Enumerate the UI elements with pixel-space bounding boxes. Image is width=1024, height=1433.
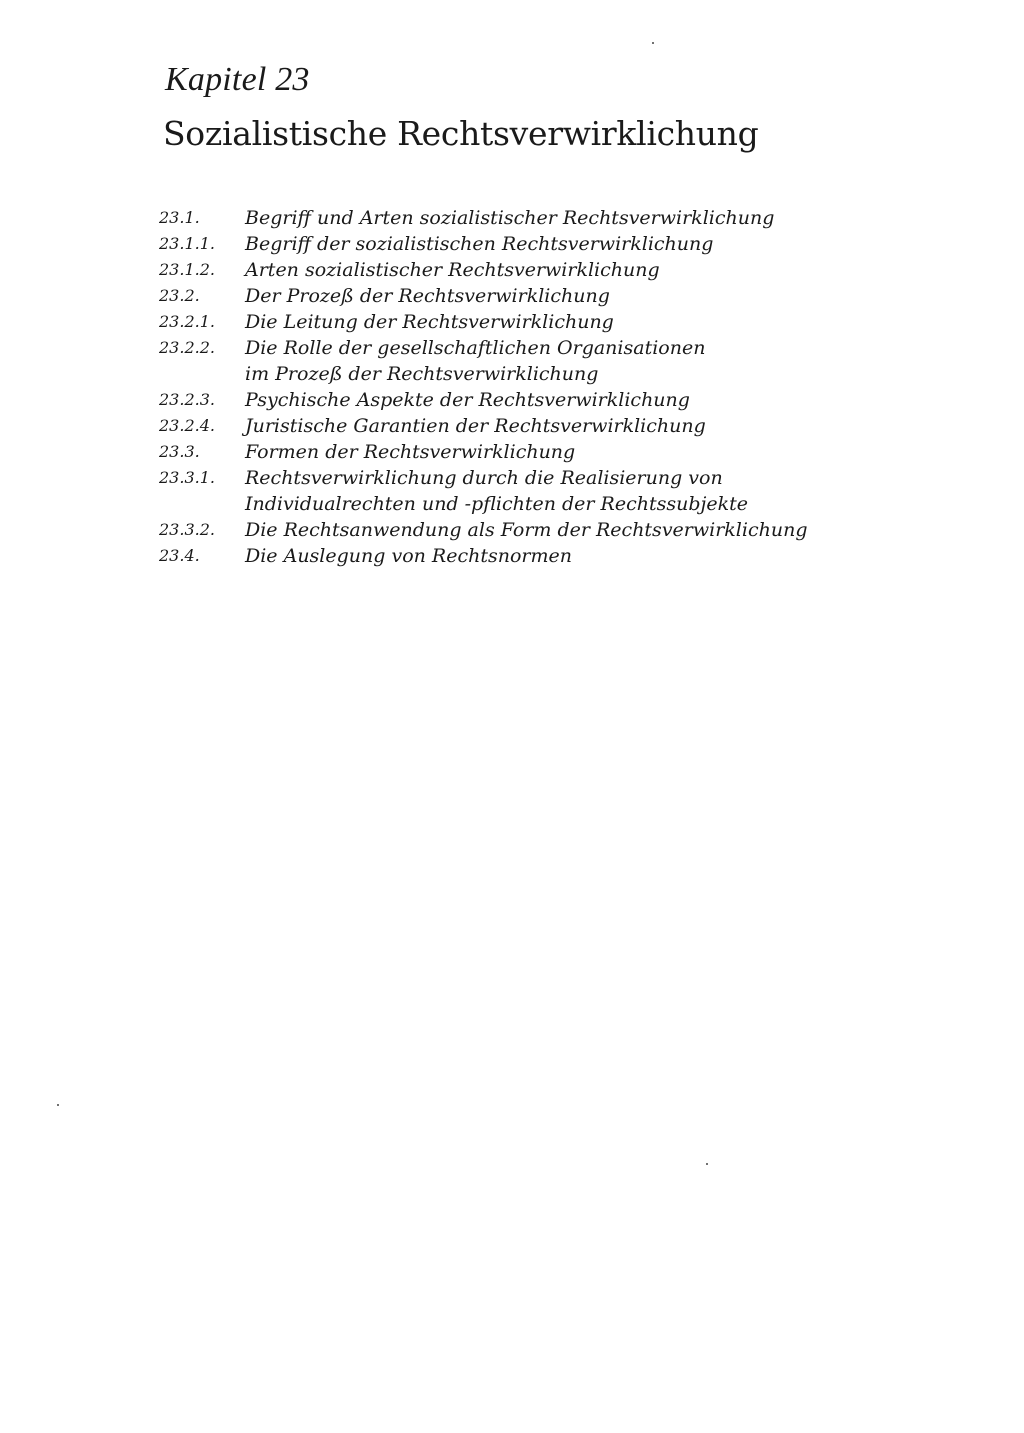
- toc-item: [159, 387, 859, 413]
- table-of-contents: [159, 205, 859, 569]
- scan-speck: [706, 1163, 708, 1165]
- toc-number: 23.2.4.: [159, 416, 215, 435]
- toc-item: [159, 283, 859, 309]
- toc-item: [159, 231, 859, 257]
- toc-number: 23.2.1.: [159, 312, 215, 331]
- toc-number: 23.2.3.: [159, 390, 215, 409]
- scan-speck: [57, 1104, 59, 1106]
- toc-item: [159, 257, 859, 283]
- toc-number: 23.3.2.: [159, 520, 215, 539]
- toc-number: 23.3.1.: [159, 468, 215, 487]
- toc-text: Arten sozialistischer Rechtsverwirklichung: [245, 259, 660, 281]
- toc-text: Die Rechtsanwendung als Form der Rechtsverwirklichung: [245, 519, 808, 541]
- toc-text: Die Leitung der Rechtsverwirklichung: [245, 311, 614, 333]
- toc-text: Psychische Aspekte der Rechtsverwirklichung: [245, 389, 690, 411]
- chapter-label: Kapitel 23: [165, 61, 310, 98]
- toc-number: 23.4.: [159, 546, 200, 565]
- toc-number: 23.1.1.: [159, 234, 215, 253]
- chapter-title: Sozialistische Rechtsverwirklichung: [163, 114, 759, 153]
- toc-item: [159, 517, 859, 543]
- toc-item: [159, 205, 859, 231]
- toc-number: 23.3.: [159, 442, 200, 461]
- toc-item: [159, 335, 859, 387]
- toc-item: [159, 413, 859, 439]
- toc-item: [159, 465, 859, 517]
- toc-number: 23.2.2.: [159, 338, 215, 357]
- toc-text: Begriff der sozialistischen Rechtsverwirklichung: [245, 233, 714, 255]
- toc-item: [159, 543, 859, 569]
- toc-number: 23.1.: [159, 208, 200, 227]
- toc-text: Rechtsverwirklichung durch die Realisierung von Individualrechten und -pflichten der Rechtssubjekte: [245, 467, 749, 515]
- toc-number: 23.2.: [159, 286, 200, 305]
- toc-number: 23.1.2.: [159, 260, 215, 279]
- scan-speck: [652, 42, 654, 44]
- toc-item: [159, 439, 859, 465]
- toc-text: Begriff und Arten sozialistischer Rechtsverwirklichung: [245, 207, 775, 229]
- toc-text: Der Prozeß der Rechtsverwirklichung: [245, 285, 610, 307]
- toc-text: Die Rolle der gesellschaftlichen Organisationen im Prozeß der Rechtsverwirklichung: [245, 337, 706, 385]
- toc-text: Formen der Rechtsverwirklichung: [245, 441, 576, 463]
- toc-text: Juristische Garantien der Rechtsverwirklichung: [245, 415, 706, 437]
- toc-text: Die Auslegung von Rechtsnormen: [245, 545, 572, 567]
- toc-item: [159, 309, 859, 335]
